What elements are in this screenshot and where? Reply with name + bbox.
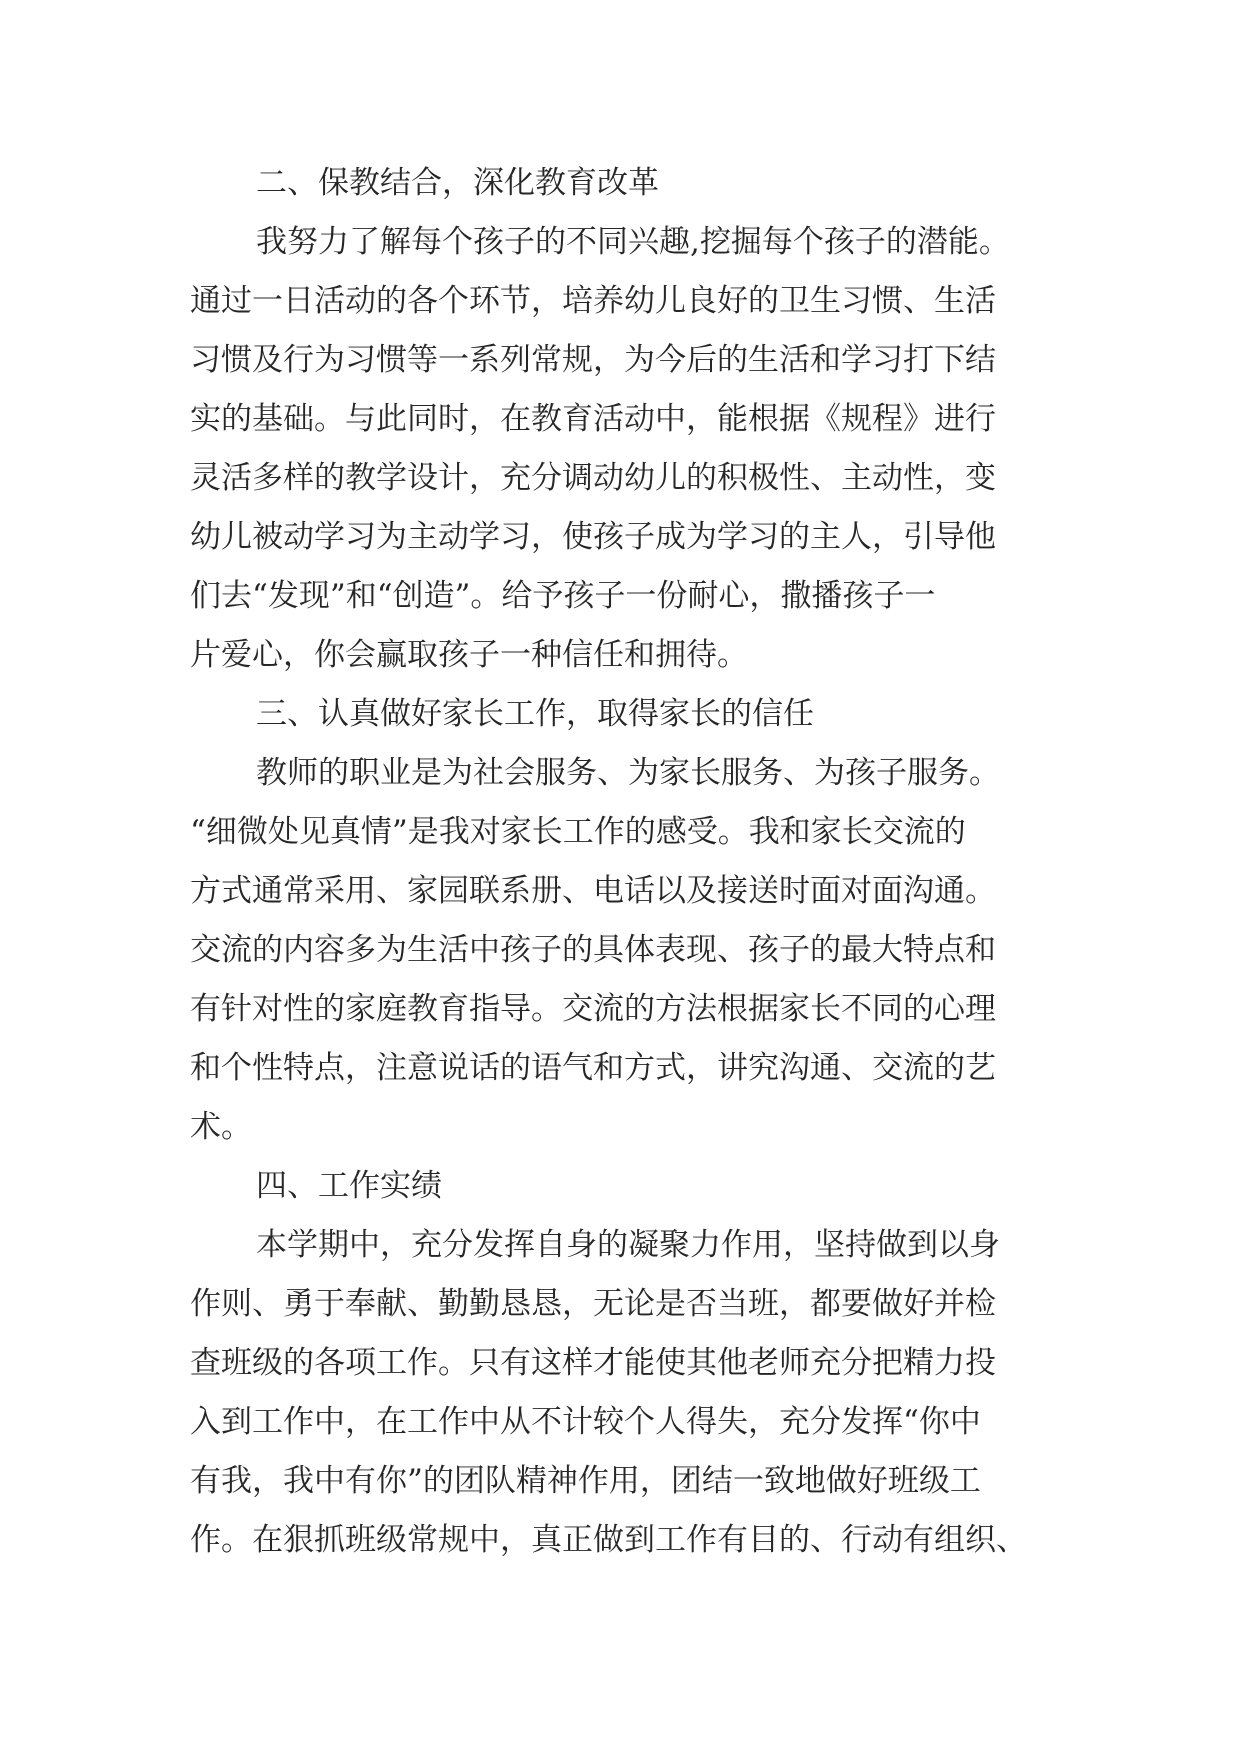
paragraph-line: 有我，我中有你”的团队精神作用，团结一致地做好班级工 bbox=[190, 1463, 981, 1499]
paragraph-line: 作。在狠抓班级常规中，真正做到工作有目的、行动有组织、 bbox=[190, 1522, 1027, 1558]
paragraph-line: 入到工作中，在工作中从不计较个人得失，充分发挥“你中 bbox=[190, 1404, 981, 1440]
section-heading-4: 四、工作实绩 bbox=[256, 1168, 442, 1204]
paragraph-line: 术。 bbox=[190, 1109, 252, 1145]
paragraph-line: 有针对性的家庭教育指导。交流的方法根据家长不同的心理 bbox=[190, 991, 996, 1027]
paragraph-line: 们去“发现”和“创造”。给予孩子一份耐心，撒播孩子一 bbox=[190, 578, 936, 614]
paragraph-line: “细微处见真情”是我对家长工作的感受。我和家长交流的 bbox=[190, 814, 966, 850]
paragraph-line: 实的基础。与此同时，在教育活动中，能根据《规程》进行 bbox=[190, 401, 996, 437]
section-heading-3: 三、认真做好家长工作，取得家长的信任 bbox=[256, 696, 814, 732]
paragraph-line: 通过一日活动的各个环节，培养幼儿良好的卫生习惯、生活 bbox=[190, 283, 996, 319]
paragraph-line: 我努力了解每个孩子的不同兴趣,挖掘每个孩子的潜能。 bbox=[256, 224, 1010, 260]
paragraph-line: 片爱心，你会赢取孩子一种信任和拥待。 bbox=[190, 637, 748, 673]
paragraph-line: 交流的内容多为生活中孩子的具体表现、孩子的最大特点和 bbox=[190, 932, 996, 968]
paragraph-line: 教师的职业是为社会服务、为家长服务、为孩子服务。 bbox=[256, 755, 1000, 791]
paragraph-line: 作则、勇于奉献、勤勤恳恳，无论是否当班，都要做好并检 bbox=[190, 1286, 996, 1322]
paragraph-line: 方式通常采用、家园联系册、电话以及接送时面对面沟通。 bbox=[190, 873, 996, 909]
paragraph-line: 查班级的各项工作。只有这样才能使其他老师充分把精力投 bbox=[190, 1345, 996, 1381]
paragraph-line: 习惯及行为习惯等一系列常规，为今后的生活和学习打下结 bbox=[190, 342, 996, 378]
paragraph-line: 本学期中，充分发挥自身的凝聚力作用，坚持做到以身 bbox=[256, 1227, 1000, 1263]
section-heading-2: 二、保教结合，深化教育改革 bbox=[256, 165, 659, 201]
paragraph-line: 灵活多样的教学设计，充分调动幼儿的积极性、主动性，变 bbox=[190, 460, 996, 496]
paragraph-line: 和个性特点，注意说话的语气和方式，讲究沟通、交流的艺 bbox=[190, 1050, 996, 1086]
paragraph-line: 幼儿被动学习为主动学习，使孩子成为学习的主人，引导他 bbox=[190, 519, 996, 555]
